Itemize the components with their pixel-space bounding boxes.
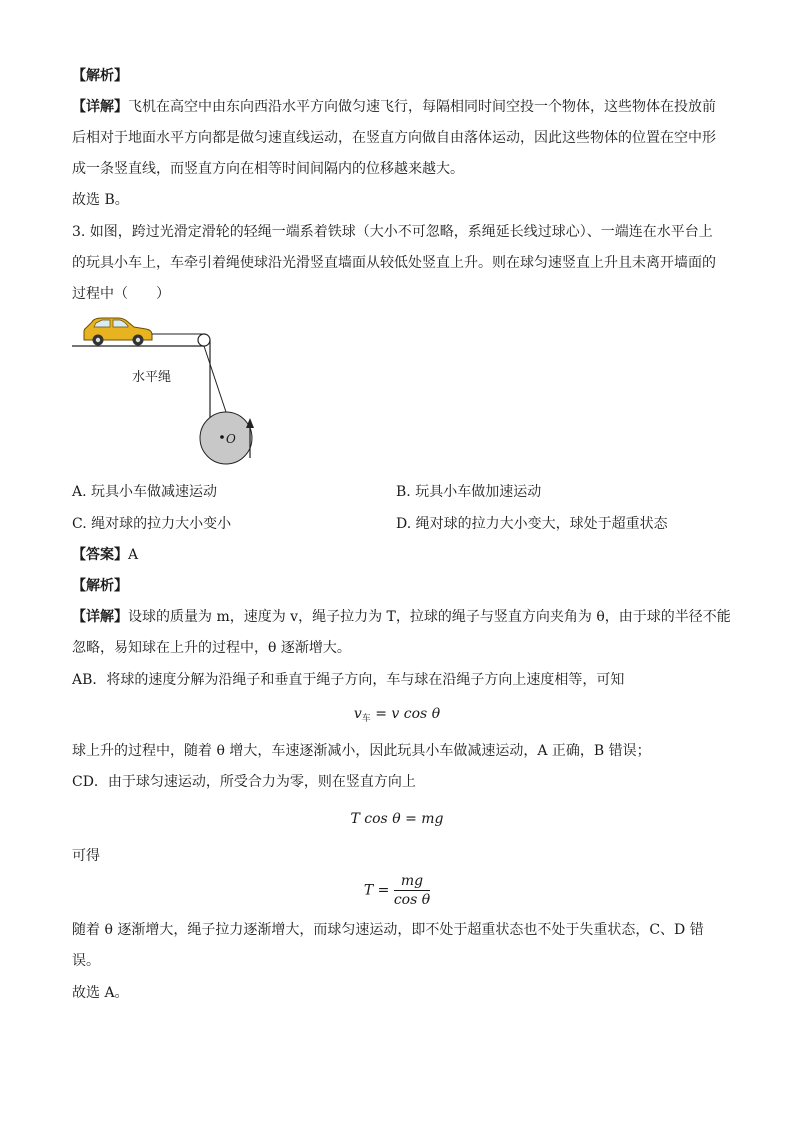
solution-line: 【详解】设球的质量为 m，速度为 v，绳子拉力为 T，拉球的绳子与竖直方向夹角为 θ，由于球的半径不能 [72,609,731,625]
analysis-heading: 【解析】 [72,68,128,84]
detail-paragraph-line: 【详解】飞机在高空中由东向西沿水平方向做匀速飞行，每隔相同时间空投一个物体，这些物体在投放前 [72,99,716,115]
solution-line: 忽略，易知球在上升的过程中，θ 逐渐增大。 [72,640,351,656]
solution-line: 球上升的过程中，随着 θ 增大，车速逐渐减小，因此玩具小车做减速运动，A 正确，B 错误； [72,743,651,759]
solution-line: 随着 θ 逐渐增大，绳子拉力逐渐增大，而球匀速运动，即不处于超重状态也不处于失重状态，C、D 错 [72,922,704,938]
question-stem-line: 3. 如图，跨过光滑定滑轮的轻绳一端系着铁球（大小不可忽略，系绳延长线过球心）、一端连在水平台上 [72,224,713,240]
equation-3: T = $\frac{mg}{\text{cos θ}}$ [363,873,431,908]
slanted-rope [204,346,226,412]
detail-paragraph-line: 后相对于地面水平方向都是做匀速直线运动，在竖直方向做自由落体运动，因此这些物体的位置在空中形 [72,130,716,146]
answer-line: 【答案】A [72,547,139,563]
equation-1: $v_车 = v$ cos θ [353,706,441,724]
analysis-heading: 【解析】 [72,578,128,594]
equation-2: T cos θ = mg [350,811,444,827]
solution-line: AB．将球的速度分解为沿绳子和垂直于绳子方向，车与球在沿绳子方向上速度相等，可知 [72,672,625,688]
solution-line: 可得 [72,848,100,864]
conclusion-line: 故选 B。 [72,192,129,208]
solution-line: CD．由于球匀速运动，所受合力为零，则在竖直方向上 [72,774,416,790]
fraction: $\frac{mg}{\text{cos θ}}$ [393,873,431,908]
option-d: D. 绳对球的拉力大小变大，球处于超重状态 [396,516,668,532]
question-stem-line: 的玩具小车上，车牵引着绳使球沿光滑竖直墙面从较低处竖直上升。则在球匀速竖直上升且未离开墙面的 [72,255,716,271]
option-b: B. 玩具小车做加速运动 [396,484,542,500]
option-a: A. 玩具小车做减速运动 [72,484,218,500]
center-label: O [226,432,236,446]
pulley-diagram [72,310,272,475]
detail-paragraph-line: 成一条竖直线，而竖直方向在相等时间间隔内的位移越来越大。 [72,161,464,177]
solution-line: 误。 [72,953,100,969]
pulley-diagram-svg [72,310,272,475]
conclusion-line: 故选 A。 [72,985,129,1001]
ball-center-dot [220,435,224,439]
question-stem-line: 过程中（ ） [72,286,170,302]
rope-label: 水平绳 [132,370,172,385]
pulley-icon [198,334,210,346]
toy-car-icon [84,318,152,346]
option-c: C. 绳对球的拉力大小变小 [72,516,232,532]
